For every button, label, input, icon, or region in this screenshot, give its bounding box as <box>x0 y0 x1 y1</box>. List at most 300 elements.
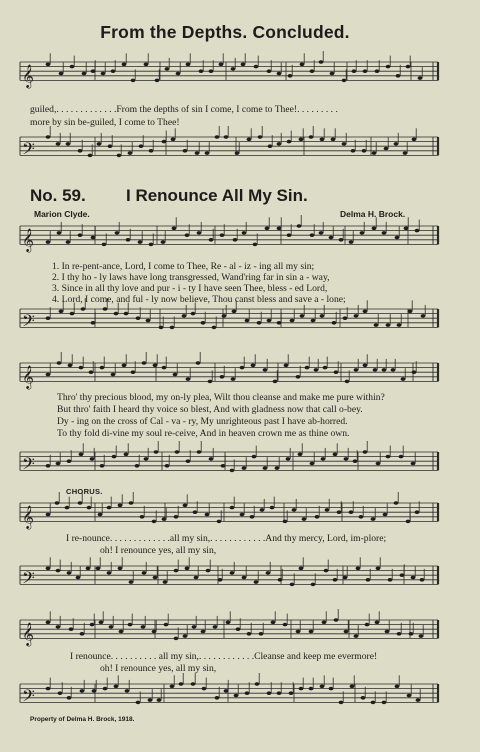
note-head <box>257 321 262 325</box>
note-head <box>159 326 164 330</box>
note-head <box>275 466 280 470</box>
note-head <box>186 459 191 463</box>
note-head <box>56 142 61 146</box>
note-head <box>352 69 357 73</box>
note-head <box>69 627 74 631</box>
note-head <box>366 578 371 582</box>
note-head <box>215 135 220 139</box>
note-head <box>325 508 330 512</box>
note-head <box>309 135 314 139</box>
note-head <box>205 151 210 155</box>
note-head <box>371 517 376 521</box>
note-head <box>97 142 102 146</box>
note-head <box>163 580 168 584</box>
chorus-line-1: I re-nounce. . . . . . . . . . . . .all my sin,. . . . . . . . . . . .And thy mercy, Lord, im-plore; <box>66 533 387 544</box>
note-head <box>373 368 378 372</box>
note-head <box>183 504 188 508</box>
note-head <box>66 142 71 146</box>
note-head <box>329 687 334 691</box>
note-head <box>386 65 391 69</box>
note-head <box>108 144 113 148</box>
note-head <box>146 319 151 323</box>
note-head <box>311 583 316 587</box>
note-head <box>345 380 350 384</box>
note-head <box>182 314 187 318</box>
note-head <box>277 227 282 231</box>
note-head <box>305 366 310 370</box>
note-head <box>399 455 404 459</box>
note-head <box>363 450 368 454</box>
note-head <box>153 364 158 368</box>
note-head <box>241 63 246 67</box>
note-head <box>139 144 144 148</box>
note-head <box>59 310 64 314</box>
note-head <box>343 576 348 580</box>
note-head <box>296 630 301 634</box>
note-head <box>78 149 83 153</box>
bass-clef-icon: 𝄢 <box>22 138 35 163</box>
note-head <box>233 238 238 242</box>
note-head <box>283 623 288 627</box>
note-head <box>185 567 190 571</box>
note-head <box>232 310 237 314</box>
note-head <box>231 377 236 381</box>
note-head <box>219 63 224 67</box>
note-head <box>195 151 200 155</box>
note-head <box>209 238 214 242</box>
note-head <box>339 238 344 242</box>
note-head <box>289 691 294 695</box>
note-head <box>79 366 84 370</box>
note-head <box>236 627 241 631</box>
note-head <box>199 69 204 73</box>
page-title: From the Depths. Concluded. <box>100 22 350 42</box>
note-head <box>224 689 229 693</box>
note-head <box>356 567 361 571</box>
treble-clef-icon: 𝄞 <box>22 227 34 252</box>
note-head <box>284 364 289 368</box>
note-head <box>362 149 367 153</box>
note-head <box>141 625 146 629</box>
note-head <box>290 583 295 587</box>
note-head <box>114 312 119 316</box>
note-head <box>80 689 85 693</box>
note-head <box>245 691 250 695</box>
note-head <box>386 323 391 327</box>
note-head <box>277 691 282 695</box>
note-head <box>344 457 349 461</box>
note-head <box>176 72 181 76</box>
note-head <box>334 618 339 622</box>
note-head <box>350 685 355 689</box>
note-head <box>300 63 305 67</box>
note-head <box>124 453 129 457</box>
verse-line-2-1: Thro' thy precious blood, my on-ly plea, Wilt thou cleanse and make me pure within? <box>57 392 385 403</box>
note-head <box>271 621 276 625</box>
note-head <box>302 517 307 521</box>
bass-clef-icon: 𝄢 <box>22 685 35 710</box>
note-head <box>46 316 51 320</box>
note-head <box>170 326 175 330</box>
note-head <box>91 69 96 73</box>
note-head <box>270 506 275 510</box>
lyricist-credit: Marion Clyde. <box>34 209 90 219</box>
verse-line-2-4: To thy fold di-vine my soul re-ceive, And in heaven crown me as thine own. <box>57 428 350 439</box>
hymn-title: I Renounce All My Sin. <box>126 186 308 205</box>
note-head <box>259 632 264 636</box>
note-head <box>100 366 105 370</box>
note-head <box>115 231 120 235</box>
hymn-number: No. 59. <box>30 186 86 205</box>
note-head <box>202 687 207 691</box>
note-head <box>323 366 328 370</box>
note-head <box>359 515 364 519</box>
note-head <box>102 243 107 247</box>
note-head <box>354 368 359 372</box>
note-head <box>299 138 304 142</box>
chorus-line-2: oh! I renounce yes, all my sin, <box>100 545 217 556</box>
note-head <box>124 312 129 316</box>
note-head <box>165 464 170 468</box>
note-head <box>332 321 337 325</box>
note-head <box>55 501 60 505</box>
note-head <box>162 366 167 370</box>
note-head <box>91 321 96 325</box>
note-head <box>331 138 336 142</box>
note-head <box>406 65 411 69</box>
chorus-label: CHORUS. <box>66 487 103 496</box>
treble-clef-icon: 𝄞 <box>22 621 34 646</box>
bass-clef-icon: 𝄢 <box>22 310 35 335</box>
note-head <box>230 571 235 575</box>
note-head <box>372 227 377 231</box>
note-head <box>354 634 359 638</box>
note-head <box>351 149 356 153</box>
note-head <box>46 567 51 571</box>
note-head <box>46 621 51 625</box>
note-head <box>309 687 314 691</box>
note-head <box>129 580 134 584</box>
note-head <box>311 319 316 323</box>
note-head <box>208 380 213 384</box>
note-head <box>99 621 104 625</box>
note-head <box>59 72 64 76</box>
note-head <box>122 364 127 368</box>
note-head <box>288 74 293 78</box>
concluded-lyric-line-2: more by sin be-guiled, I come to Thee! <box>30 117 180 128</box>
note-head <box>344 630 349 634</box>
note-head <box>375 621 380 625</box>
note-head <box>230 469 235 473</box>
note-head <box>263 466 268 470</box>
note-head <box>191 312 196 316</box>
note-head <box>363 364 368 368</box>
note-head <box>46 135 51 139</box>
note-head <box>231 67 236 71</box>
note-head <box>324 569 329 573</box>
note-head <box>407 694 412 698</box>
note-head <box>330 72 335 76</box>
note-head <box>314 368 319 372</box>
note-head <box>215 696 220 700</box>
note-head <box>363 310 368 314</box>
note-head <box>220 233 225 237</box>
note-head <box>322 621 327 625</box>
note-head <box>267 319 272 323</box>
note-head <box>209 457 214 461</box>
note-head <box>220 375 225 379</box>
note-head <box>140 515 145 519</box>
note-head <box>111 69 116 73</box>
note-head <box>205 513 210 517</box>
note-head <box>250 515 255 519</box>
note-head <box>196 361 201 365</box>
note-head <box>363 69 368 73</box>
note-head <box>161 240 166 244</box>
note-head <box>152 630 157 634</box>
composer-credit: Delma H. Brock. <box>340 209 406 219</box>
note-head <box>382 231 387 235</box>
note-head <box>319 231 324 235</box>
note-head <box>79 453 84 457</box>
note-head <box>247 138 252 142</box>
verse-line-1-3: 3. Since in all thy love and pur - i - ty I have seen Thee, bless - ed Lord, <box>52 283 328 294</box>
note-head <box>235 151 240 155</box>
note-head <box>100 464 105 468</box>
note-head <box>403 151 408 155</box>
note-head <box>56 462 61 466</box>
note-head <box>131 370 136 374</box>
note-head <box>354 314 359 318</box>
note-head <box>319 60 324 64</box>
note-head <box>118 567 123 571</box>
note-head <box>412 138 417 142</box>
note-head <box>191 682 196 686</box>
note-head <box>252 455 257 459</box>
note-head <box>372 151 377 155</box>
note-head <box>222 314 227 318</box>
treble-clef-icon: 𝄞 <box>22 504 34 529</box>
note-head <box>242 466 247 470</box>
note-head <box>394 142 399 146</box>
note-head <box>287 140 292 144</box>
note-head <box>255 682 260 686</box>
note-head <box>175 450 180 454</box>
note-head <box>70 312 75 316</box>
note-head <box>415 229 420 233</box>
note-head <box>391 368 396 372</box>
note-head <box>128 151 133 155</box>
note-head <box>209 69 214 73</box>
note-head <box>91 236 96 240</box>
bass-clef-icon: 𝄢 <box>22 567 35 592</box>
note-head <box>144 457 149 461</box>
note-head <box>82 72 87 76</box>
note-head <box>245 319 250 323</box>
note-head <box>411 576 416 580</box>
note-head <box>286 457 291 461</box>
note-head <box>395 236 400 240</box>
note-head <box>224 135 229 139</box>
note-head <box>382 701 387 705</box>
note-head <box>320 685 325 689</box>
note-head <box>87 506 92 510</box>
note-head <box>382 368 387 372</box>
note-head <box>226 621 231 625</box>
note-head <box>142 571 147 575</box>
note-head <box>126 238 131 242</box>
note-head <box>131 79 136 83</box>
note-head <box>309 630 314 634</box>
note-head <box>421 314 426 318</box>
note-head <box>76 576 81 580</box>
note-head <box>165 67 170 71</box>
note-head <box>242 576 247 580</box>
note-head <box>395 685 400 689</box>
note-head <box>122 63 127 67</box>
note-head <box>315 515 320 519</box>
note-head <box>375 69 380 73</box>
note-head <box>56 569 61 573</box>
note-head <box>56 625 61 629</box>
note-head <box>67 459 72 463</box>
note-head <box>230 506 235 510</box>
note-head <box>267 691 272 695</box>
note-head <box>92 689 97 693</box>
note-head <box>114 685 119 689</box>
note-head <box>70 65 75 69</box>
note-head <box>299 567 304 571</box>
note-head <box>67 571 72 575</box>
note-head <box>342 79 347 83</box>
note-head <box>385 630 390 634</box>
note-head <box>128 623 133 627</box>
note-head <box>201 321 206 325</box>
note-head <box>90 623 95 627</box>
note-head <box>296 375 301 379</box>
note-head <box>197 450 202 454</box>
note-head <box>300 314 305 318</box>
note-head <box>283 520 288 524</box>
note-head <box>254 580 259 584</box>
verse-line-1-4: 4. Lord, I come, and ful - ly now believe, Thou canst bless and save a - lone; <box>52 294 346 305</box>
note-head <box>107 506 112 510</box>
note-head <box>253 243 258 247</box>
note-head <box>68 364 73 368</box>
verse-line-1-2: 2. I thy ho - ly laws have long transgressed, Wand'ring far in sin a - way, <box>52 272 330 283</box>
note-head <box>360 231 365 235</box>
note-head <box>240 366 245 370</box>
note-head <box>136 316 141 320</box>
footer-note: Property of Delma H. Brock, 1918. <box>30 716 135 723</box>
note-head <box>267 69 272 73</box>
note-head <box>333 453 338 457</box>
note-head <box>80 632 85 636</box>
note-head <box>173 373 178 377</box>
note-head <box>81 307 86 311</box>
note-head <box>247 632 252 636</box>
note-head <box>260 508 265 512</box>
note-head <box>129 501 134 505</box>
note-head <box>186 63 191 67</box>
note-head <box>78 233 83 237</box>
note-head <box>58 691 63 695</box>
note-head <box>197 231 202 235</box>
note-head <box>320 138 325 142</box>
note-head <box>154 450 159 454</box>
chorus-line-4: oh! I renounce yes, all my sin, <box>100 663 217 674</box>
note-head <box>406 520 411 524</box>
note-head <box>149 243 154 247</box>
note-head <box>117 154 122 158</box>
note-head <box>142 361 147 365</box>
note-head <box>334 370 339 374</box>
note-head <box>337 510 342 514</box>
note-head <box>411 462 416 466</box>
note-head <box>149 149 154 153</box>
note-head <box>242 231 247 235</box>
note-head <box>401 377 406 381</box>
note-head <box>409 632 414 636</box>
note-head <box>396 74 401 78</box>
note-head <box>384 147 389 151</box>
note-head <box>109 625 114 629</box>
note-head <box>98 513 103 517</box>
note-head <box>412 370 417 374</box>
note-head <box>273 380 278 384</box>
note-head <box>148 698 153 702</box>
note-head <box>162 517 167 521</box>
bass-clef-icon: 𝄢 <box>22 453 35 478</box>
note-head <box>138 240 143 244</box>
note-head <box>153 576 158 580</box>
note-head <box>371 701 376 705</box>
note-head <box>419 634 424 638</box>
note-head <box>118 504 123 508</box>
concluded-lyric-line-1: guiled,. . . . . . . . . . . . .From the depths of sin I come, I come to Thee!. . . . . . . . . <box>30 104 338 115</box>
note-head <box>46 513 51 517</box>
note-head <box>111 373 116 377</box>
note-head <box>206 569 211 573</box>
treble-clef-icon: 𝄞 <box>22 63 34 88</box>
note-head <box>254 65 259 69</box>
note-head <box>172 227 177 231</box>
note-head <box>218 578 223 582</box>
note-head <box>388 578 393 582</box>
note-head <box>404 227 409 231</box>
note-head <box>46 373 51 377</box>
note-head <box>201 630 206 634</box>
treble-clef-icon: 𝄞 <box>22 364 34 389</box>
note-head <box>268 144 273 148</box>
note-head <box>386 455 391 459</box>
note-head <box>186 377 191 381</box>
note-head <box>66 240 71 244</box>
note-head <box>287 233 292 237</box>
note-head <box>339 701 344 705</box>
note-head <box>213 625 218 629</box>
note-head <box>310 69 315 73</box>
note-head <box>418 76 423 80</box>
note-head <box>277 321 282 325</box>
note-head <box>171 138 176 142</box>
note-head <box>89 370 94 374</box>
note-head <box>155 79 160 83</box>
note-head <box>144 63 149 67</box>
note-head <box>112 455 117 459</box>
note-head <box>46 63 51 67</box>
note-head <box>277 72 282 76</box>
